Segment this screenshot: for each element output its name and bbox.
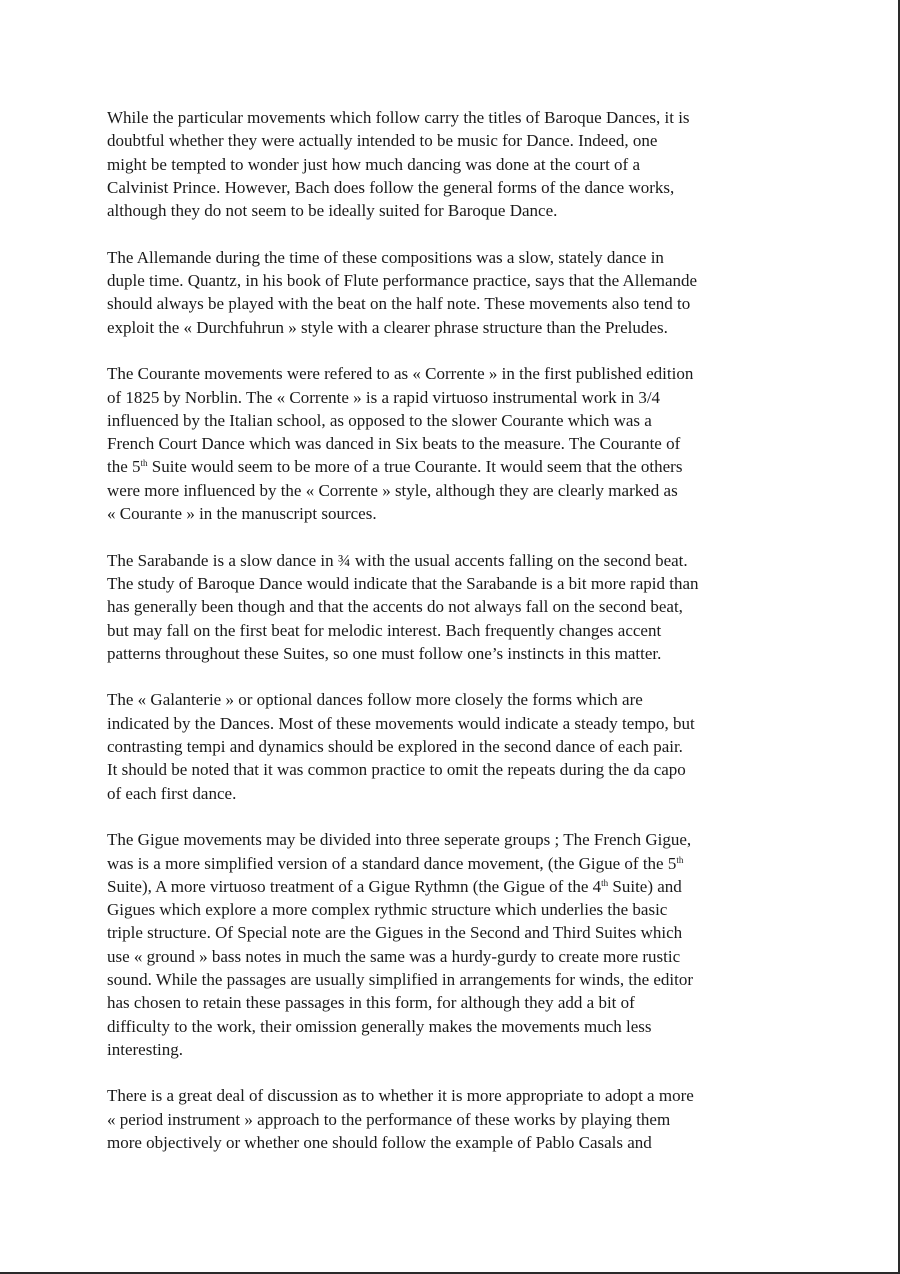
text-line: There is a great deal of discussion as to whether it is more appropriate to adopt a more: [107, 1086, 694, 1106]
text-line: of each first dance.: [107, 783, 237, 803]
text-line: should always be played with the beat on the half note. These movements also tend to: [107, 294, 691, 314]
text-line: were more influenced by the « Corrente » style, although they are clearly marked as: [107, 480, 678, 500]
text-line: was is a more simplified version of a standard dance movement, (the Gigue of the 5th: [107, 853, 684, 873]
text-line: the 5th Suite would seem to be more of a true Courante. It would seem that the others: [107, 457, 683, 477]
text-line: has generally been though and that the accents do not always fall on the second beat,: [107, 597, 683, 617]
text-line: sound. While the passages are usually simplified in arrangements for winds, the editor: [107, 969, 694, 989]
text-line: duple time. Quantz, in his book of Flute performance practice, says that the Allemande: [107, 271, 698, 291]
text-line: more objectively or whether one should follow the example of Pablo Casals and: [107, 1133, 652, 1153]
paragraph-sarabande: [107, 549, 797, 665]
text-line: The Allemande during the time of these compositions was a slow, stately dance in: [107, 247, 664, 267]
text-line: although they do not seem to be ideally suited for Baroque Dance.: [107, 201, 558, 221]
text-line: doubtful whether they were actually intended to be music for Dance. Indeed, one: [107, 131, 658, 151]
paragraph-performance: [107, 1084, 797, 1154]
text-line: Gigues which explore a more complex rythmic structure which underlies the basic: [107, 900, 668, 920]
text-line: The Gigue movements may be divided into three seperate groups ; The French Gigue,: [107, 830, 692, 850]
text-line: « Courante » in the manuscript sources.: [107, 504, 377, 524]
text-line: exploit the « Durchfuhrun » style with a clearer phrase structure than the Preludes.: [107, 317, 668, 337]
text-line: Suite), A more virtuoso treatment of a Gigue Rythmn (the Gigue of the 4th Suite) and: [107, 876, 682, 896]
text-line: contrasting tempi and dynamics should be explored in the second dance of each pair.: [107, 737, 683, 757]
text-line: interesting.: [107, 1039, 184, 1059]
text-line: but may fall on the first beat for melodic interest. Bach frequently changes accent: [107, 620, 662, 640]
text-line: triple structure. Of Special note are the Gigues in the Second and Third Suites which: [107, 923, 683, 943]
text-line: « period instrument » approach to the performance of these works by playing them: [107, 1109, 671, 1129]
paragraph-intro: [107, 106, 797, 222]
text-line: might be tempted to wonder just how much dancing was done at the court of a: [107, 154, 641, 174]
text-line: difficulty to the work, their omission generally makes the movements much less: [107, 1016, 652, 1036]
paragraph-galanterie: [107, 688, 797, 804]
paragraph-gigue: [107, 828, 797, 1061]
text-line: The « Galanterie » or optional dances follow more closely the forms which are: [107, 690, 643, 710]
text-line: The study of Baroque Dance would indicate that the Sarabande is a bit more rapid than: [107, 573, 699, 593]
document-body: [107, 106, 797, 1178]
text-line: influenced by the Italian school, as opposed to the slower Courante which was a: [107, 410, 652, 430]
text-line: It should be noted that it was common practice to omit the repeats during the da capo: [107, 760, 686, 780]
text-line: indicated by the Dances. Most of these movements would indicate a steady tempo, but: [107, 713, 695, 733]
text-line: The Sarabande is a slow dance in ¾ with the usual accents falling on the second beat.: [107, 550, 688, 570]
text-line: While the particular movements which follow carry the titles of Baroque Dances, it is: [107, 108, 690, 127]
text-line: of 1825 by Norblin. The « Corrente » is a rapid virtuoso instrumental work in 3/4: [107, 387, 661, 407]
text-line: Calvinist Prince. However, Bach does follow the general forms of the dance works,: [107, 177, 675, 197]
text-line: has chosen to retain these passages in this form, for although they add a bit of: [107, 993, 635, 1013]
text-line: The Courante movements were refered to as « Corrente » in the first published edition: [107, 364, 694, 384]
text-line: use « ground » bass notes in much the same was a hurdy-gurdy to create more rustic: [107, 946, 681, 966]
paragraph-allemande: [107, 246, 797, 339]
text-line: French Court Dance which was danced in Six beats to the measure. The Courante of: [107, 434, 681, 454]
text-line: patterns throughout these Suites, so one must follow one’s instincts in this matter.: [107, 643, 662, 663]
paragraph-courante: [107, 362, 797, 525]
